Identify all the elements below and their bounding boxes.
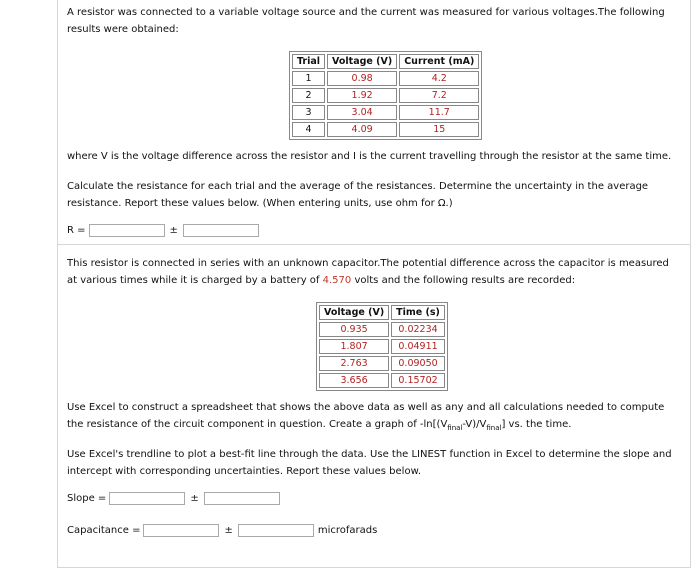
- intro-line-2: results were obtained:: [67, 24, 179, 35]
- slope-value-input[interactable]: [109, 492, 185, 505]
- table-row: [319, 373, 445, 388]
- plus-minus-sign: ±: [190, 493, 199, 504]
- table-cell: 3: [292, 105, 325, 120]
- table-row: [319, 322, 445, 337]
- plus-minus-sign: ±: [169, 225, 178, 236]
- table-cell: 4.2: [399, 71, 479, 86]
- column-header: Current (mA): [399, 54, 479, 69]
- table-cell: 3.656: [319, 373, 389, 388]
- table-cell: 4.09: [327, 122, 397, 137]
- capacitance-uncertainty-input[interactable]: [238, 524, 314, 537]
- table-cell: 2: [292, 88, 325, 103]
- table-cell: 1.92: [327, 88, 397, 103]
- capacitor-line-2-pre: at various times while it is charged by a battery of: [67, 275, 323, 286]
- resistance-label: R =: [67, 225, 86, 236]
- capacitance-unit: microfarads: [317, 525, 378, 536]
- where-text: where V is the voltage difference across the resistor and I is the current travelling through the resistor at the same time.: [67, 151, 672, 162]
- capacitor-line-1: This resistor is connected in series with an unknown capacitor.The potential difference across the capacitor is measured: [67, 258, 669, 269]
- table-header-row: [319, 305, 445, 320]
- capacitance-value-input[interactable]: [143, 524, 219, 537]
- slope-answer-row: [67, 492, 280, 505]
- column-header: Trial: [292, 54, 325, 69]
- excel-instructions-1: [67, 399, 687, 437]
- intro-line-1: A resistor was connected to a variable voltage source and the current was measured for various voltages.The following: [67, 7, 665, 18]
- table-row: [319, 339, 445, 354]
- table-cell: 0.09050: [391, 356, 445, 371]
- capacitance-answer-row: [67, 524, 377, 537]
- excel1-line-2-post: ] vs. the time.: [501, 419, 572, 430]
- table-cell: 1: [292, 71, 325, 86]
- battery-voltage-value: 4.570: [322, 275, 352, 286]
- calc-line-2: resistance. Report these values below. (When entering units, use ohm for Ω.): [67, 198, 453, 209]
- table-cell: 4: [292, 122, 325, 137]
- table-cell: 7.2: [399, 88, 479, 103]
- table-cell: 0.15702: [391, 373, 445, 388]
- capacitor-line-2-post: volts and the following results are recorded:: [351, 275, 576, 286]
- capacitance-label: Capacitance =: [67, 525, 141, 536]
- excel-instructions-2: [67, 446, 687, 480]
- capacitor-data-table: [316, 302, 448, 391]
- excel2-line-2: intercept with corresponding uncertainties. Report these values below.: [67, 466, 422, 477]
- table-row: [319, 356, 445, 371]
- slope-label: Slope =: [67, 493, 107, 504]
- slope-uncertainty-input[interactable]: [204, 492, 280, 505]
- table-cell: 0.02234: [391, 322, 445, 337]
- table-cell: 11.7: [399, 105, 479, 120]
- excel1-sub-1: final: [447, 424, 463, 432]
- table-cell: 3.04: [327, 105, 397, 120]
- excel1-mid: -V)/V: [462, 419, 487, 430]
- table-cell: 2.763: [319, 356, 389, 371]
- plus-minus-sign: ±: [224, 525, 233, 536]
- excel2-line-1: Use Excel's trendline to plot a best-fit line through the data. Use the LINEST function in Excel to determine the slope and: [67, 449, 672, 460]
- column-header: Voltage (V): [319, 305, 389, 320]
- excel1-sub-2: final: [486, 424, 502, 432]
- table-cell: 0.935: [319, 322, 389, 337]
- table-cell: 1.807: [319, 339, 389, 354]
- calc-line-1: Calculate the resistance for each trial and the average of the resistances. Determine the uncertainty in the average: [67, 181, 649, 192]
- section-divider-1: [57, 0, 691, 245]
- excel1-line-2-pre: the resistance of the circuit component in question. Create a graph of -ln[(V: [67, 419, 448, 430]
- column-header: Time (s): [391, 305, 445, 320]
- column-header: Voltage (V): [327, 54, 397, 69]
- table-cell: 15: [399, 122, 479, 137]
- excel1-line-1: Use Excel to construct a spreadsheet that shows the above data as well as any and all calculations needed to compute: [67, 402, 665, 413]
- capacitor-text: [67, 255, 687, 289]
- table-cell: 0.98: [327, 71, 397, 86]
- table-cell: 0.04911: [391, 339, 445, 354]
